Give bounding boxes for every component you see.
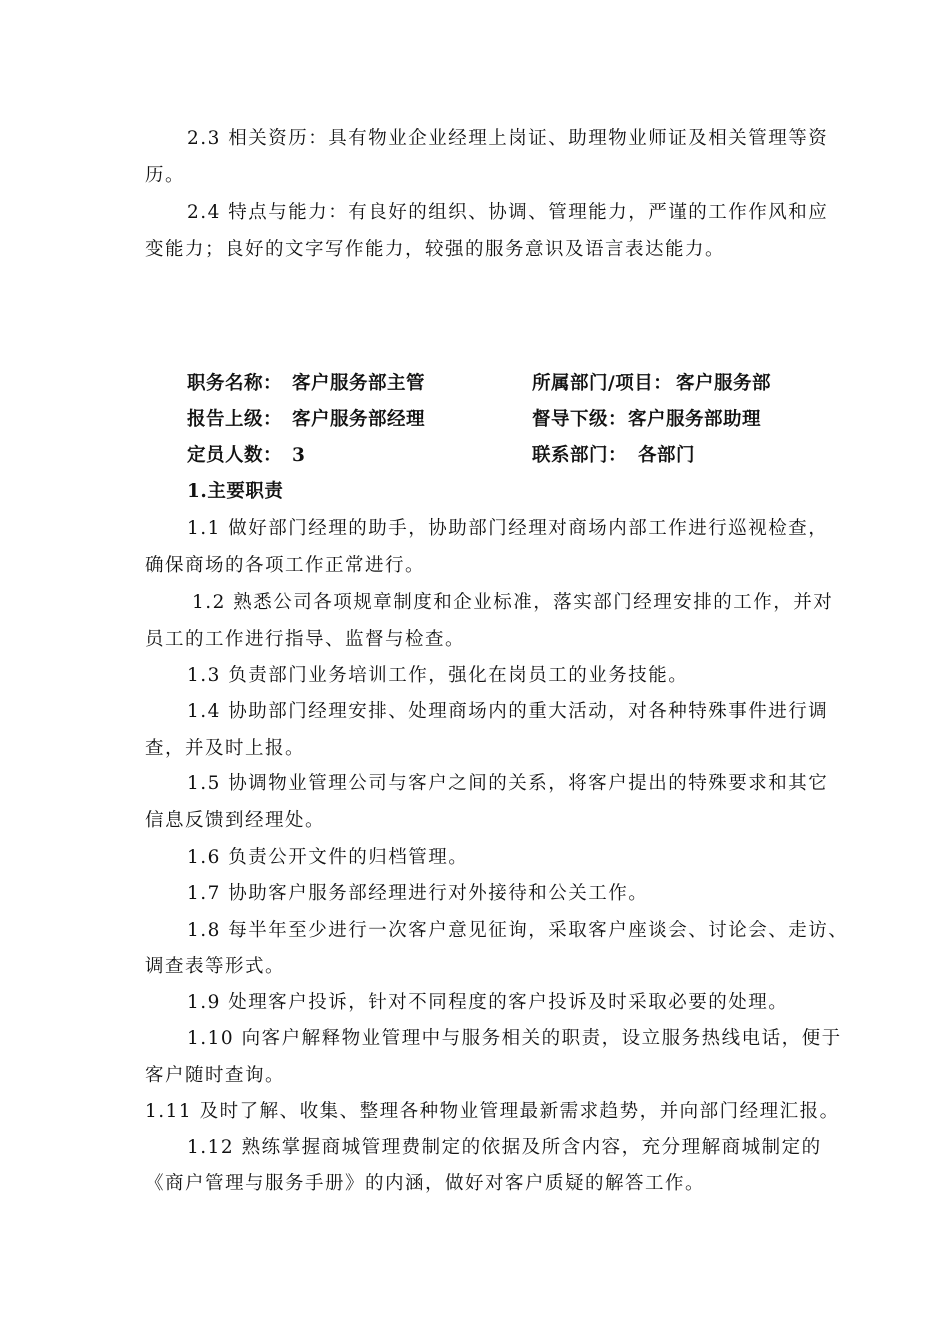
contact-value: 各部门 [638,445,696,466]
duty-1-4-line1: 1.4 协助部门经理安排、处理商场内的重大活动，对各种特殊事件进行调 [187,701,829,722]
duty-1-4-line2: 查，并及时上报。 [145,738,306,759]
item-2-4-line1: 2.4 特点与能力：有良好的组织、协调、管理能力，严谨的工作作风和应 [187,202,829,223]
duty-1-8-line1: 1.8 每半年至少进行一次客户意见征询，采取客户座谈会、讨论会、走访、 [187,920,849,941]
duty-1-5-line1: 1.5 协调物业管理公司与客户之间的关系，将客户提出的特殊要求和其它 [187,773,829,794]
dept-label: 所属部门/项目： [532,373,673,394]
item-2-3-line2: 历。 [145,165,186,186]
supervise-label: 督导下级： [532,409,628,430]
job-title-value: 客户服务部主管 [292,373,426,394]
duty-1-2-line1: 1.2 熟悉公司各项规章制度和企业标准，落实部门经理安排的工作，并对 [192,592,834,613]
duty-1-2-line2: 员工的工作进行指导、监督与检查。 [145,629,466,650]
contact-label: 联系部门： [532,445,628,466]
duty-1-12-line2: 《商户管理与服务手册》的内涵，做好对客户质疑的解答工作。 [145,1173,706,1194]
report-label: 报告上级： [187,409,283,430]
duty-1-1-line2: 确保商场的各项工作正常进行。 [145,555,426,576]
duty-1-12-line1: 1.12 熟练掌握商城管理费制定的依据及所含内容，充分理解商城制定的 [187,1137,822,1158]
duty-1-9: 1.9 处理客户投诉，针对不同程度的客户投诉及时采取必要的处理。 [187,992,789,1013]
headcount-label: 定员人数： [187,445,283,466]
headcount-value: 3 [292,445,306,466]
job-title-label: 职务名称： [187,373,283,394]
duty-1-8-line2: 调查表等形式。 [145,956,286,977]
supervise-value: 客户服务部助理 [628,409,762,430]
duty-1-5-line2: 信息反馈到经理处。 [145,810,326,831]
duty-1-11: 1.11 及时了解、收集、整理各种物业管理最新需求趋势，并向部门经理汇报。 [145,1101,840,1122]
item-2-4-line2: 变能力；良好的文字写作能力，较强的服务意识及语言表达能力。 [145,239,726,260]
item-2-3-line1: 2.3 相关资历：具有物业企业经理上岗证、助理物业师证及相关管理等资 [187,128,829,149]
duty-1-6: 1.6 负责公开文件的归档管理。 [187,847,469,868]
duty-1-3: 1.3 负责部门业务培训工作，强化在岗员工的业务技能。 [187,665,689,686]
dept-value: 客户服务部 [676,373,772,394]
duty-1-1-line1: 1.1 做好部门经理的助手，协助部门经理对商场内部工作进行巡视检查， [187,518,829,539]
duty-1-10-line1: 1.10 向客户解释物业管理中与服务相关的职责，设立服务热线电话，便于 [187,1028,842,1049]
duty-1-10-line2: 客户随时查询。 [145,1065,286,1086]
duties-heading: 1.主要职责 [187,481,284,502]
report-value: 客户服务部经理 [292,409,426,430]
duty-1-7: 1.7 协助客户服务部经理进行对外接待和公关工作。 [187,883,649,904]
